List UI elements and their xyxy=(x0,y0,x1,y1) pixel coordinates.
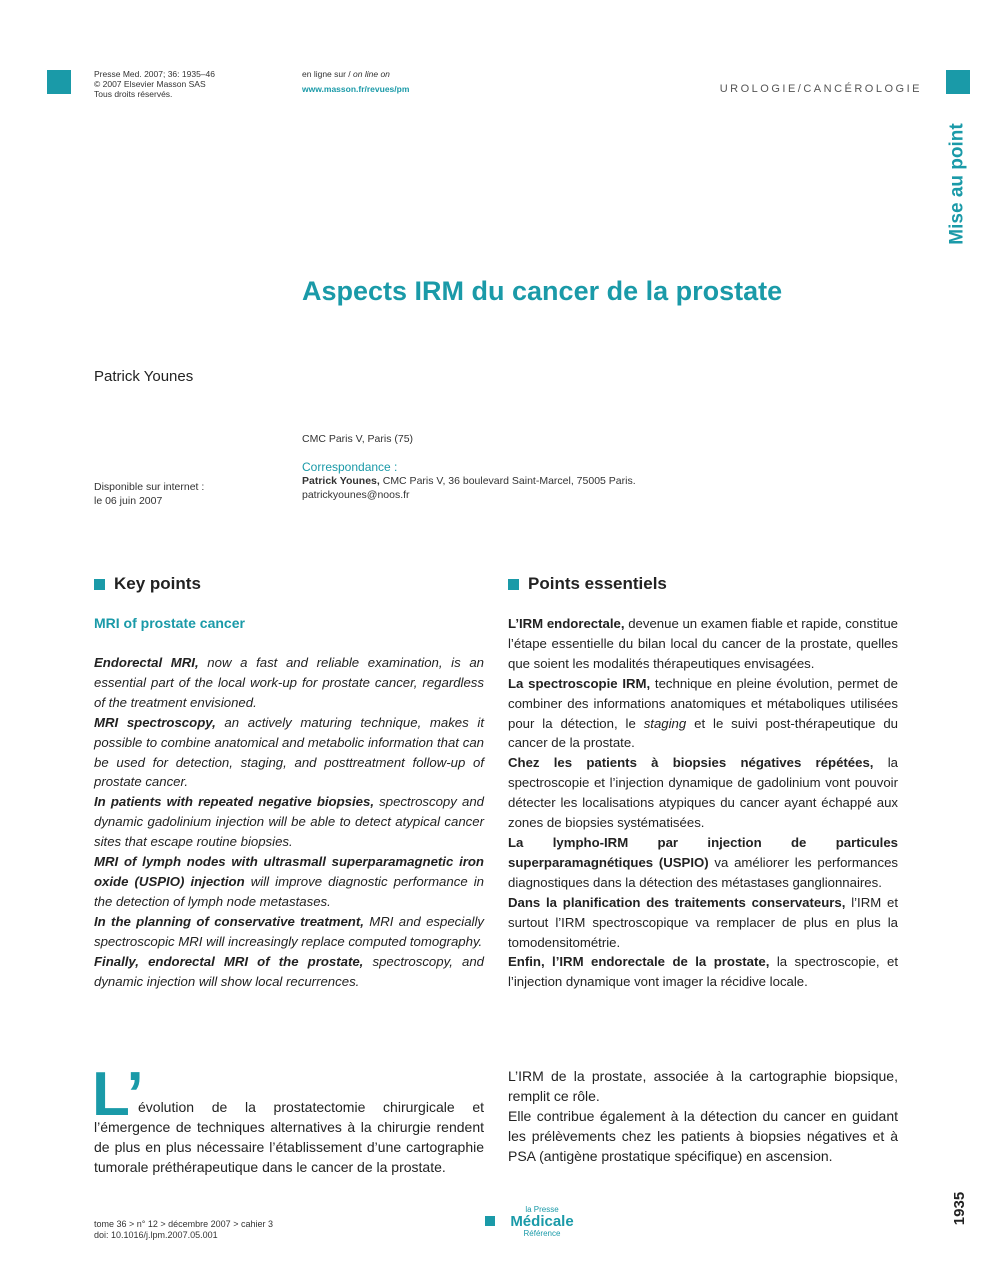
key-point: MRI of lymph nodes with ultrasmall superparamagnetic iron oxide (USPIO) injection will improve diagnostic performance in the detection of lymph node metastases. xyxy=(94,854,485,909)
key-point: In the planning of conservative treatment, MRI and especially spectroscopic MRI will increasingly replace computed tomography. xyxy=(94,913,484,949)
correspondence-label: Correspondance : xyxy=(302,460,398,474)
key-points-subtitle: MRI of prostate cancer xyxy=(94,615,245,631)
heading-square-icon xyxy=(508,579,519,590)
key-point: In patients with repeated negative biopsies, spectroscopy and dynamic gadolinium injection will be able to detect atypical cancer sites that escape routine biopsies. xyxy=(94,794,485,850)
availability-line1: Disponible sur internet : xyxy=(94,481,205,493)
online-block xyxy=(302,69,502,94)
body-right-text xyxy=(508,1066,898,1166)
page-number-wrap xyxy=(948,1186,972,1230)
key-point: MRI spectroscopy, an actively maturing technique, makes it possible to combine anatomical and metabolic information that can be used for detection, staging, and posttreatment follow-up of prostate cancer. xyxy=(94,714,484,790)
section-label: UROLOGIE/CANCÉROLOGIE xyxy=(719,83,922,95)
key-point: Finally, endorectal MRI of the prostate, spectroscopy, and dynamic injection will show local recurrences. xyxy=(94,953,484,989)
correspondence-email[interactable]: patrickyounes@noos.fr xyxy=(302,489,410,501)
point-essentiel: La lympho-IRM par injection de particules superparamagnétiques (USPIO) va améliorer les performances diagnostiques dans la détection des métastases ganglionnaires. xyxy=(508,834,898,890)
key-points-list xyxy=(94,653,484,991)
logo-top: la Presse xyxy=(525,1205,559,1214)
issue-info xyxy=(94,1219,354,1241)
citation: Presse Med. 2007; 36: 1935–46 xyxy=(94,69,215,79)
point-essentiel: Dans la planification des traitements conservateurs, l’IRM et surtout l’IRM spectroscopique va remplacer de plus en plus la tomodensitométrie. xyxy=(508,894,898,950)
doi-line: doi: 10.1016/j.lpm.2007.05.001 xyxy=(94,1230,218,1240)
body-left-text xyxy=(94,1097,484,1177)
header-left-square xyxy=(47,70,71,94)
rights: Tous droits réservés. xyxy=(94,89,173,99)
points-essentiels-list xyxy=(508,614,898,992)
availability-line2: le 06 juin 2007 xyxy=(94,495,163,507)
key-point: Endorectal MRI, now a fast and reliable examination, is an essential part of the local work-up for prostate cancer, regardless of the treatment envisioned. xyxy=(94,655,484,710)
key-points-heading: Key points xyxy=(94,574,201,594)
logo-bottom: Référence xyxy=(523,1229,561,1238)
article-title: Aspects IRM du cancer de la prostate xyxy=(302,276,783,306)
journal-logo xyxy=(504,1205,580,1238)
affiliation: CMC Paris V, Paris (75) xyxy=(302,433,414,445)
heading-square-icon xyxy=(94,579,105,590)
point-essentiel: Enfin, l’IRM endorectale de la prostate, la spectroscopie, et l’injection dynamique vont imager la récidive locale. xyxy=(508,954,898,990)
header-right-square xyxy=(946,70,970,94)
point-essentiel: Chez les patients à biopsies négatives répétées, la spectroscopie et l’injection dynamique de gadolinium vont pouvoir détecter les localisations atypiques du cancer ayant échappé aux zones de biopsies systématisées. xyxy=(508,755,898,831)
issue-line: tome 36 > n° 12 > décembre 2007 > cahier 3 xyxy=(94,1219,273,1229)
page-number: 1935 xyxy=(951,1191,969,1225)
correspondence-address-line: Patrick Younes, CMC Paris V, 36 boulevard Saint-Marcel, 75005 Paris. xyxy=(302,475,636,487)
points-essentiels-heading: Points essentiels xyxy=(508,574,667,594)
drop-cap: L’ xyxy=(92,1060,144,1129)
availability xyxy=(94,480,294,508)
body-paragraph: Elle contribue également à la détection du cancer en guidant les prélèvements chez les patients à biopsies négatives et à PSA (antigène prostatique spécifique) en ascension. xyxy=(508,1108,898,1164)
intro-paragraph: évolution de la prostatectomie chirurgicale et l’émergence de techniques alternatives à la chirurgie rendent de plus en plus nécessaire l’établissement d’une cartographie tumorale préthérapeutique dans le cancer de la prostate. xyxy=(94,1099,484,1175)
author-name: Patrick Younes xyxy=(94,368,194,385)
body-paragraph: L’IRM de la prostate, associée à la cartographie biopsique, remplit ce rôle. xyxy=(508,1068,898,1104)
copyright: © 2007 Elsevier Masson SAS xyxy=(94,79,206,89)
logo-main: Médicale xyxy=(510,1213,574,1230)
footer-logo-square xyxy=(485,1216,495,1226)
side-tab-label: Mise au point xyxy=(947,123,968,245)
point-essentiel: L’IRM endorectale, devenue un examen fiable et rapide, constitue l’étape essentielle du bilan local du cancer de la prostate, quelles que soient les modalités thérapeutiques envisagées. xyxy=(508,616,898,671)
online-url-link[interactable]: www.masson.fr/revues/pm xyxy=(302,84,410,94)
citation-block xyxy=(94,69,274,99)
online-label: en ligne sur / on line on xyxy=(302,69,390,79)
side-tab xyxy=(946,118,970,250)
correspondence xyxy=(302,460,902,502)
point-essentiel: La spectroscopie IRM, technique en pleine évolution, permet de combiner des informations anatomiques et métaboliques utilisées pour la détection, le staging et le suivi post-thérapeutique du cancer de la prostate. xyxy=(508,675,899,751)
